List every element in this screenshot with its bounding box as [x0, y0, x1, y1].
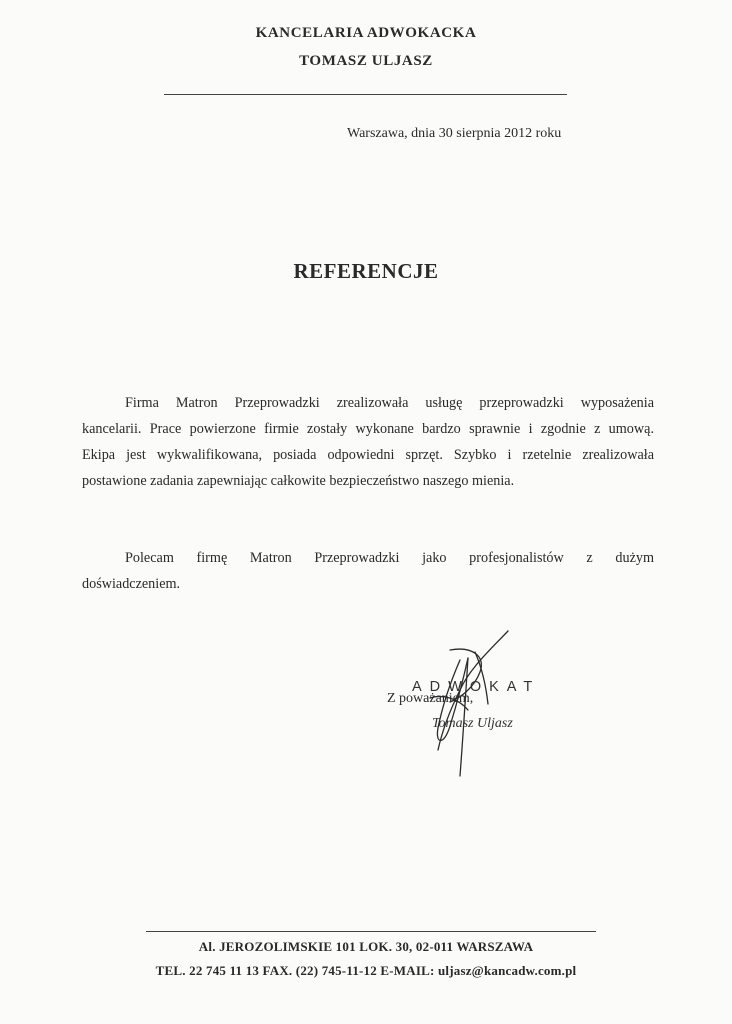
handwritten-signature	[420, 628, 520, 778]
stamp-name: Tomasz Uljasz	[432, 716, 513, 731]
footer-divider	[146, 931, 596, 932]
paragraph-line: postawione zadania zapewniając całkowite bezpieczeństwo naszego mienia.	[82, 473, 515, 489]
header-divider	[164, 94, 567, 95]
place-and-date: Warszawa, dnia 30 sierpnia 2012 roku	[347, 126, 562, 141]
document-title: REFERENCJE	[293, 259, 439, 283]
paragraph-line: Ekipa jest wykwalifikowana, posiada odpowiedni sprzęt. Szybko i rzetelnie zrealizowała	[82, 447, 654, 463]
letterhead-firm: KANCELARIA ADWOKACKA	[255, 25, 477, 41]
paragraph-line: Firma Matron Przeprowadzki zrealizowała usługę przeprowadzki wyposażenia	[125, 395, 654, 411]
closing-salutation: Z poważaniem,	[387, 691, 474, 706]
stamp-title: ADWOKAT	[412, 679, 541, 695]
paragraph-line: doświadczeniem.	[82, 576, 181, 592]
footer-contact: TEL. 22 745 11 13 FAX. (22) 745-11-12 E-MAIL: uljasz@kancadw.com.pl	[155, 963, 577, 978]
paragraph-line: Polecam firmę Matron Przeprowadzki jako profesjonalistów z dużym	[125, 550, 654, 566]
paragraph-line: kancelarii. Prace powierzone firmie zostały wykonane bardzo sprawnie i zgodnie z umową.	[82, 421, 654, 437]
footer-address: Al. JEROZOLIMSKIE 101 LOK. 30, 02-011 WARSZAWA	[198, 939, 534, 954]
letterhead-name: TOMASZ ULJASZ	[299, 53, 433, 69]
